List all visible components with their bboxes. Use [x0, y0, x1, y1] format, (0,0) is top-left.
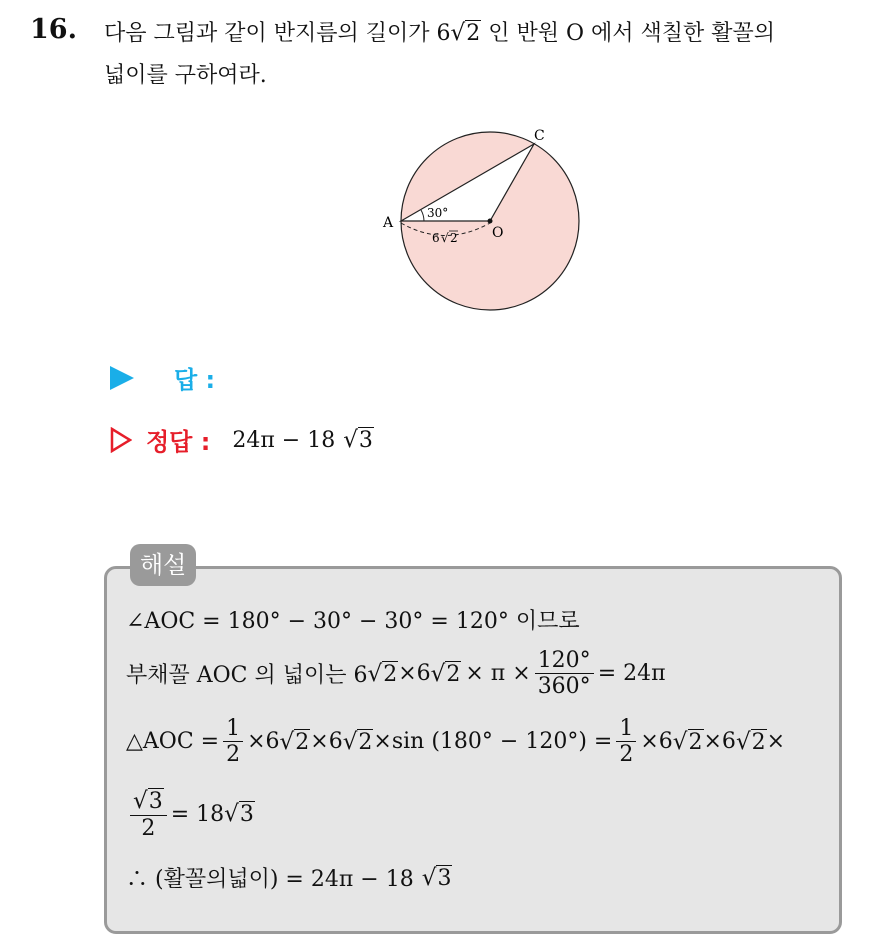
angle-label: 30°: [427, 206, 449, 220]
solution-line-3: △AOC = $\frac{1}{2}$ ×6 √2 ×6 √2 ×sin (180° − 120°) = $\frac{1}{2}$ ×6 √2 ×6 √2 ×: [126, 716, 786, 768]
fraction-root3-2: $\frac{√3}{2}$: [130, 788, 167, 841]
play-triangle-icon: [110, 366, 134, 390]
sqrt: √2: [450, 20, 481, 46]
question-line-1: 다음 그림과 같이 반지름의 길이가 6√2 인 반원 O 에서 색칠한 활꼴의: [104, 20, 775, 46]
correct-answer-row: [110, 422, 374, 457]
label-c: C: [534, 128, 545, 144]
radius-label-rad: 2: [450, 231, 458, 245]
outline-triangle-icon: [110, 427, 132, 453]
solution-line-4: $\frac{√3}{2}$ = 18 √3: [126, 788, 255, 841]
center-point: [488, 219, 493, 224]
correct-answer-label: 정답 :: [146, 428, 211, 456]
semicircle-figure: [380, 120, 600, 320]
radius-label-coef: 6: [432, 231, 440, 245]
fraction-half-2: $\frac{1}{2}$: [616, 716, 636, 768]
fraction-half: $\frac{1}{2}$: [223, 716, 243, 768]
solution-line-2: 부채꼴 AOC 의 넓이는 6 √2 ×6 √2 × π × $\frac{120^\circ}{360^\circ}$ = 24π: [126, 648, 666, 700]
solution-tag: 해설: [130, 544, 196, 586]
question-number: 16.: [30, 14, 77, 45]
answer-row: [110, 360, 215, 395]
question-line-2: 넓이를 구하여라.: [104, 63, 267, 88]
label-o: O: [492, 225, 504, 241]
solution-line-1: ∠AOC = 180° − 30° − 30° = 120° 이므로: [126, 609, 580, 634]
answer-label: 답 :: [174, 366, 216, 394]
solution-line-5: ∴ (활꼴의넓이) = 24π − 18 √3: [126, 864, 452, 892]
correct-answer-value: 24π − 18 √3: [232, 426, 373, 453]
fraction-120-360: $\frac{120^\circ}{360^\circ}$: [535, 648, 594, 700]
svg-text:√: √: [441, 231, 449, 245]
label-a: A: [383, 215, 394, 231]
